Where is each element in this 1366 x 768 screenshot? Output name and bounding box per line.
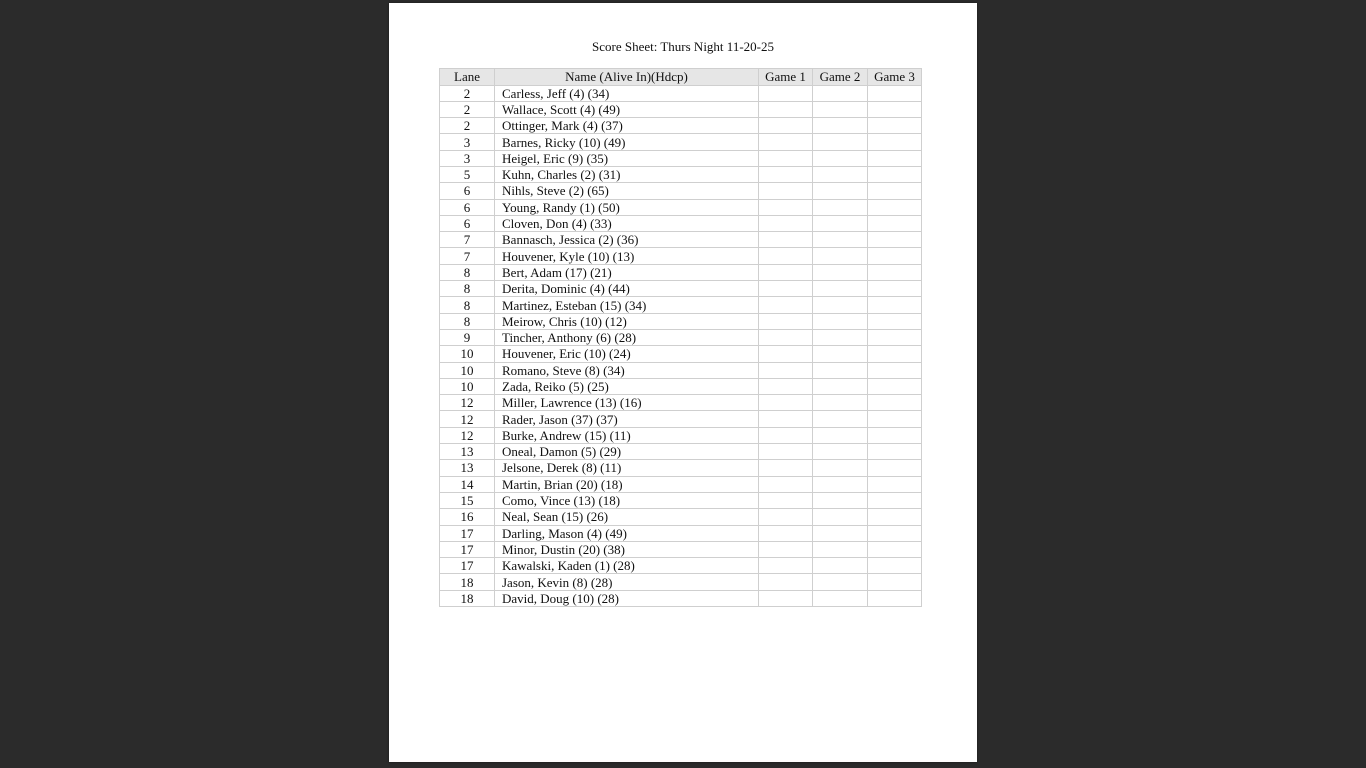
lane-cell: 16	[440, 509, 495, 525]
game-3-cell	[868, 134, 922, 150]
game-1-cell	[759, 232, 813, 248]
name-cell: Young, Randy (1) (50)	[495, 199, 759, 215]
game-2-cell	[813, 395, 868, 411]
game-1-cell	[759, 378, 813, 394]
game-3-cell	[868, 199, 922, 215]
game-3-cell	[868, 476, 922, 492]
header-game-3: Game 3	[868, 69, 922, 86]
lane-cell: 17	[440, 541, 495, 557]
game-1-cell	[759, 329, 813, 345]
lane-cell: 12	[440, 427, 495, 443]
table-row	[440, 85, 922, 101]
game-1-cell	[759, 362, 813, 378]
game-2-cell	[813, 329, 868, 345]
game-2-cell	[813, 264, 868, 280]
game-2-cell	[813, 150, 868, 166]
game-3-cell	[868, 509, 922, 525]
game-3-cell	[868, 574, 922, 590]
table-row	[440, 199, 922, 215]
name-cell: Kuhn, Charles (2) (31)	[495, 166, 759, 182]
table-row	[440, 395, 922, 411]
name-cell: Houvener, Eric (10) (24)	[495, 346, 759, 362]
table-row	[440, 264, 922, 280]
table-row	[440, 248, 922, 264]
game-3-cell	[868, 427, 922, 443]
table-row	[440, 150, 922, 166]
game-3-cell	[868, 150, 922, 166]
game-1-cell	[759, 525, 813, 541]
name-cell: Kawalski, Kaden (1) (28)	[495, 558, 759, 574]
game-2-cell	[813, 346, 868, 362]
game-2-cell	[813, 590, 868, 606]
game-3-cell	[868, 558, 922, 574]
game-1-cell	[759, 281, 813, 297]
table-row	[440, 313, 922, 329]
table-row	[440, 574, 922, 590]
game-3-cell	[868, 313, 922, 329]
name-cell: Oneal, Damon (5) (29)	[495, 444, 759, 460]
lane-cell: 14	[440, 476, 495, 492]
game-3-cell	[868, 395, 922, 411]
game-2-cell	[813, 492, 868, 508]
name-cell: Martin, Brian (20) (18)	[495, 476, 759, 492]
table-row	[440, 183, 922, 199]
game-2-cell	[813, 134, 868, 150]
game-1-cell	[759, 150, 813, 166]
game-1-cell	[759, 476, 813, 492]
lane-cell: 17	[440, 525, 495, 541]
page-title: Score Sheet: Thurs Night 11-20-25	[592, 39, 774, 54]
name-cell: Carless, Jeff (4) (34)	[495, 85, 759, 101]
game-1-cell	[759, 346, 813, 362]
game-1-cell	[759, 166, 813, 182]
game-2-cell	[813, 476, 868, 492]
game-1-cell	[759, 558, 813, 574]
game-3-cell	[868, 460, 922, 476]
game-3-cell	[868, 297, 922, 313]
table-row	[440, 444, 922, 460]
name-cell: Darling, Mason (4) (49)	[495, 525, 759, 541]
lane-cell: 3	[440, 150, 495, 166]
header-game-2: Game 2	[813, 69, 868, 86]
table-row	[440, 541, 922, 557]
lane-cell: 3	[440, 134, 495, 150]
game-1-cell	[759, 118, 813, 134]
document-page	[389, 3, 977, 762]
table-header-row	[440, 69, 922, 86]
game-2-cell	[813, 297, 868, 313]
game-2-cell	[813, 525, 868, 541]
game-1-cell	[759, 215, 813, 231]
table-row	[440, 118, 922, 134]
name-cell: Romano, Steve (8) (34)	[495, 362, 759, 378]
game-2-cell	[813, 101, 868, 117]
game-1-cell	[759, 427, 813, 443]
table-row	[440, 281, 922, 297]
game-3-cell	[868, 183, 922, 199]
table-row	[440, 558, 922, 574]
game-1-cell	[759, 460, 813, 476]
lane-cell: 13	[440, 460, 495, 476]
game-2-cell	[813, 281, 868, 297]
game-2-cell	[813, 378, 868, 394]
game-2-cell	[813, 509, 868, 525]
game-3-cell	[868, 444, 922, 460]
name-cell: Minor, Dustin (20) (38)	[495, 541, 759, 557]
name-cell: Wallace, Scott (4) (49)	[495, 101, 759, 117]
game-1-cell	[759, 297, 813, 313]
game-3-cell	[868, 378, 922, 394]
name-cell: Derita, Dominic (4) (44)	[495, 281, 759, 297]
table-row	[440, 101, 922, 117]
game-1-cell	[759, 264, 813, 280]
lane-cell: 7	[440, 232, 495, 248]
game-2-cell	[813, 183, 868, 199]
table-row	[440, 297, 922, 313]
name-cell: Zada, Reiko (5) (25)	[495, 378, 759, 394]
game-1-cell	[759, 411, 813, 427]
lane-cell: 8	[440, 297, 495, 313]
lane-cell: 2	[440, 118, 495, 134]
game-2-cell	[813, 199, 868, 215]
game-3-cell	[868, 362, 922, 378]
score-table	[439, 68, 922, 607]
header-name: Name (Alive In)(Hdcp)	[495, 69, 759, 86]
game-1-cell	[759, 395, 813, 411]
table-row	[440, 509, 922, 525]
name-cell: Bannasch, Jessica (2) (36)	[495, 232, 759, 248]
game-1-cell	[759, 313, 813, 329]
lane-cell: 18	[440, 590, 495, 606]
game-1-cell	[759, 248, 813, 264]
game-3-cell	[868, 101, 922, 117]
lane-cell: 17	[440, 558, 495, 574]
game-3-cell	[868, 541, 922, 557]
lane-cell: 8	[440, 281, 495, 297]
lane-cell: 7	[440, 248, 495, 264]
lane-cell: 2	[440, 101, 495, 117]
table-row	[440, 476, 922, 492]
game-3-cell	[868, 85, 922, 101]
table-row	[440, 134, 922, 150]
table-row	[440, 215, 922, 231]
game-1-cell	[759, 444, 813, 460]
game-2-cell	[813, 362, 868, 378]
game-3-cell	[868, 411, 922, 427]
game-2-cell	[813, 313, 868, 329]
lane-cell: 8	[440, 264, 495, 280]
game-3-cell	[868, 232, 922, 248]
table-row	[440, 525, 922, 541]
table-row	[440, 232, 922, 248]
lane-cell: 10	[440, 362, 495, 378]
game-1-cell	[759, 101, 813, 117]
game-3-cell	[868, 346, 922, 362]
game-1-cell	[759, 590, 813, 606]
game-3-cell	[868, 248, 922, 264]
game-1-cell	[759, 492, 813, 508]
table-row	[440, 411, 922, 427]
name-cell: Meirow, Chris (10) (12)	[495, 313, 759, 329]
game-1-cell	[759, 509, 813, 525]
name-cell: Jason, Kevin (8) (28)	[495, 574, 759, 590]
table-row	[440, 346, 922, 362]
game-3-cell	[868, 118, 922, 134]
lane-cell: 10	[440, 346, 495, 362]
game-2-cell	[813, 541, 868, 557]
game-2-cell	[813, 558, 868, 574]
lane-cell: 6	[440, 215, 495, 231]
game-3-cell	[868, 215, 922, 231]
lane-cell: 8	[440, 313, 495, 329]
game-3-cell	[868, 590, 922, 606]
header-game-1: Game 1	[759, 69, 813, 86]
game-2-cell	[813, 574, 868, 590]
name-cell: Miller, Lawrence (13) (16)	[495, 395, 759, 411]
name-cell: Tincher, Anthony (6) (28)	[495, 329, 759, 345]
name-cell: Cloven, Don (4) (33)	[495, 215, 759, 231]
game-2-cell	[813, 85, 868, 101]
lane-cell: 12	[440, 411, 495, 427]
game-1-cell	[759, 574, 813, 590]
game-2-cell	[813, 248, 868, 264]
table-row	[440, 427, 922, 443]
lane-cell: 6	[440, 199, 495, 215]
game-3-cell	[868, 525, 922, 541]
game-1-cell	[759, 199, 813, 215]
game-1-cell	[759, 541, 813, 557]
name-cell: Houvener, Kyle (10) (13)	[495, 248, 759, 264]
game-3-cell	[868, 492, 922, 508]
game-2-cell	[813, 427, 868, 443]
lane-cell: 15	[440, 492, 495, 508]
lane-cell: 18	[440, 574, 495, 590]
name-cell: Jelsone, Derek (8) (11)	[495, 460, 759, 476]
name-cell: Como, Vince (13) (18)	[495, 492, 759, 508]
game-2-cell	[813, 444, 868, 460]
game-2-cell	[813, 411, 868, 427]
name-cell: Heigel, Eric (9) (35)	[495, 150, 759, 166]
table-row	[440, 460, 922, 476]
game-3-cell	[868, 281, 922, 297]
name-cell: Burke, Andrew (15) (11)	[495, 427, 759, 443]
game-3-cell	[868, 264, 922, 280]
game-3-cell	[868, 166, 922, 182]
game-2-cell	[813, 118, 868, 134]
table-row	[440, 590, 922, 606]
game-2-cell	[813, 232, 868, 248]
lane-cell: 13	[440, 444, 495, 460]
name-cell: Martinez, Esteban (15) (34)	[495, 297, 759, 313]
name-cell: Barnes, Ricky (10) (49)	[495, 134, 759, 150]
name-cell: Bert, Adam (17) (21)	[495, 264, 759, 280]
lane-cell: 10	[440, 378, 495, 394]
lane-cell: 12	[440, 395, 495, 411]
game-1-cell	[759, 183, 813, 199]
table-row	[440, 492, 922, 508]
lane-cell: 6	[440, 183, 495, 199]
table-row	[440, 378, 922, 394]
game-1-cell	[759, 134, 813, 150]
name-cell: Rader, Jason (37) (37)	[495, 411, 759, 427]
game-2-cell	[813, 215, 868, 231]
game-3-cell	[868, 329, 922, 345]
game-2-cell	[813, 460, 868, 476]
game-1-cell	[759, 85, 813, 101]
lane-cell: 5	[440, 166, 495, 182]
name-cell: Nihls, Steve (2) (65)	[495, 183, 759, 199]
name-cell: Neal, Sean (15) (26)	[495, 509, 759, 525]
name-cell: Ottinger, Mark (4) (37)	[495, 118, 759, 134]
header-lane: Lane	[440, 69, 495, 86]
table-row	[440, 166, 922, 182]
table-row	[440, 362, 922, 378]
lane-cell: 2	[440, 85, 495, 101]
table-row	[440, 329, 922, 345]
table-body	[440, 85, 922, 607]
game-2-cell	[813, 166, 868, 182]
lane-cell: 9	[440, 329, 495, 345]
name-cell: David, Doug (10) (28)	[495, 590, 759, 606]
